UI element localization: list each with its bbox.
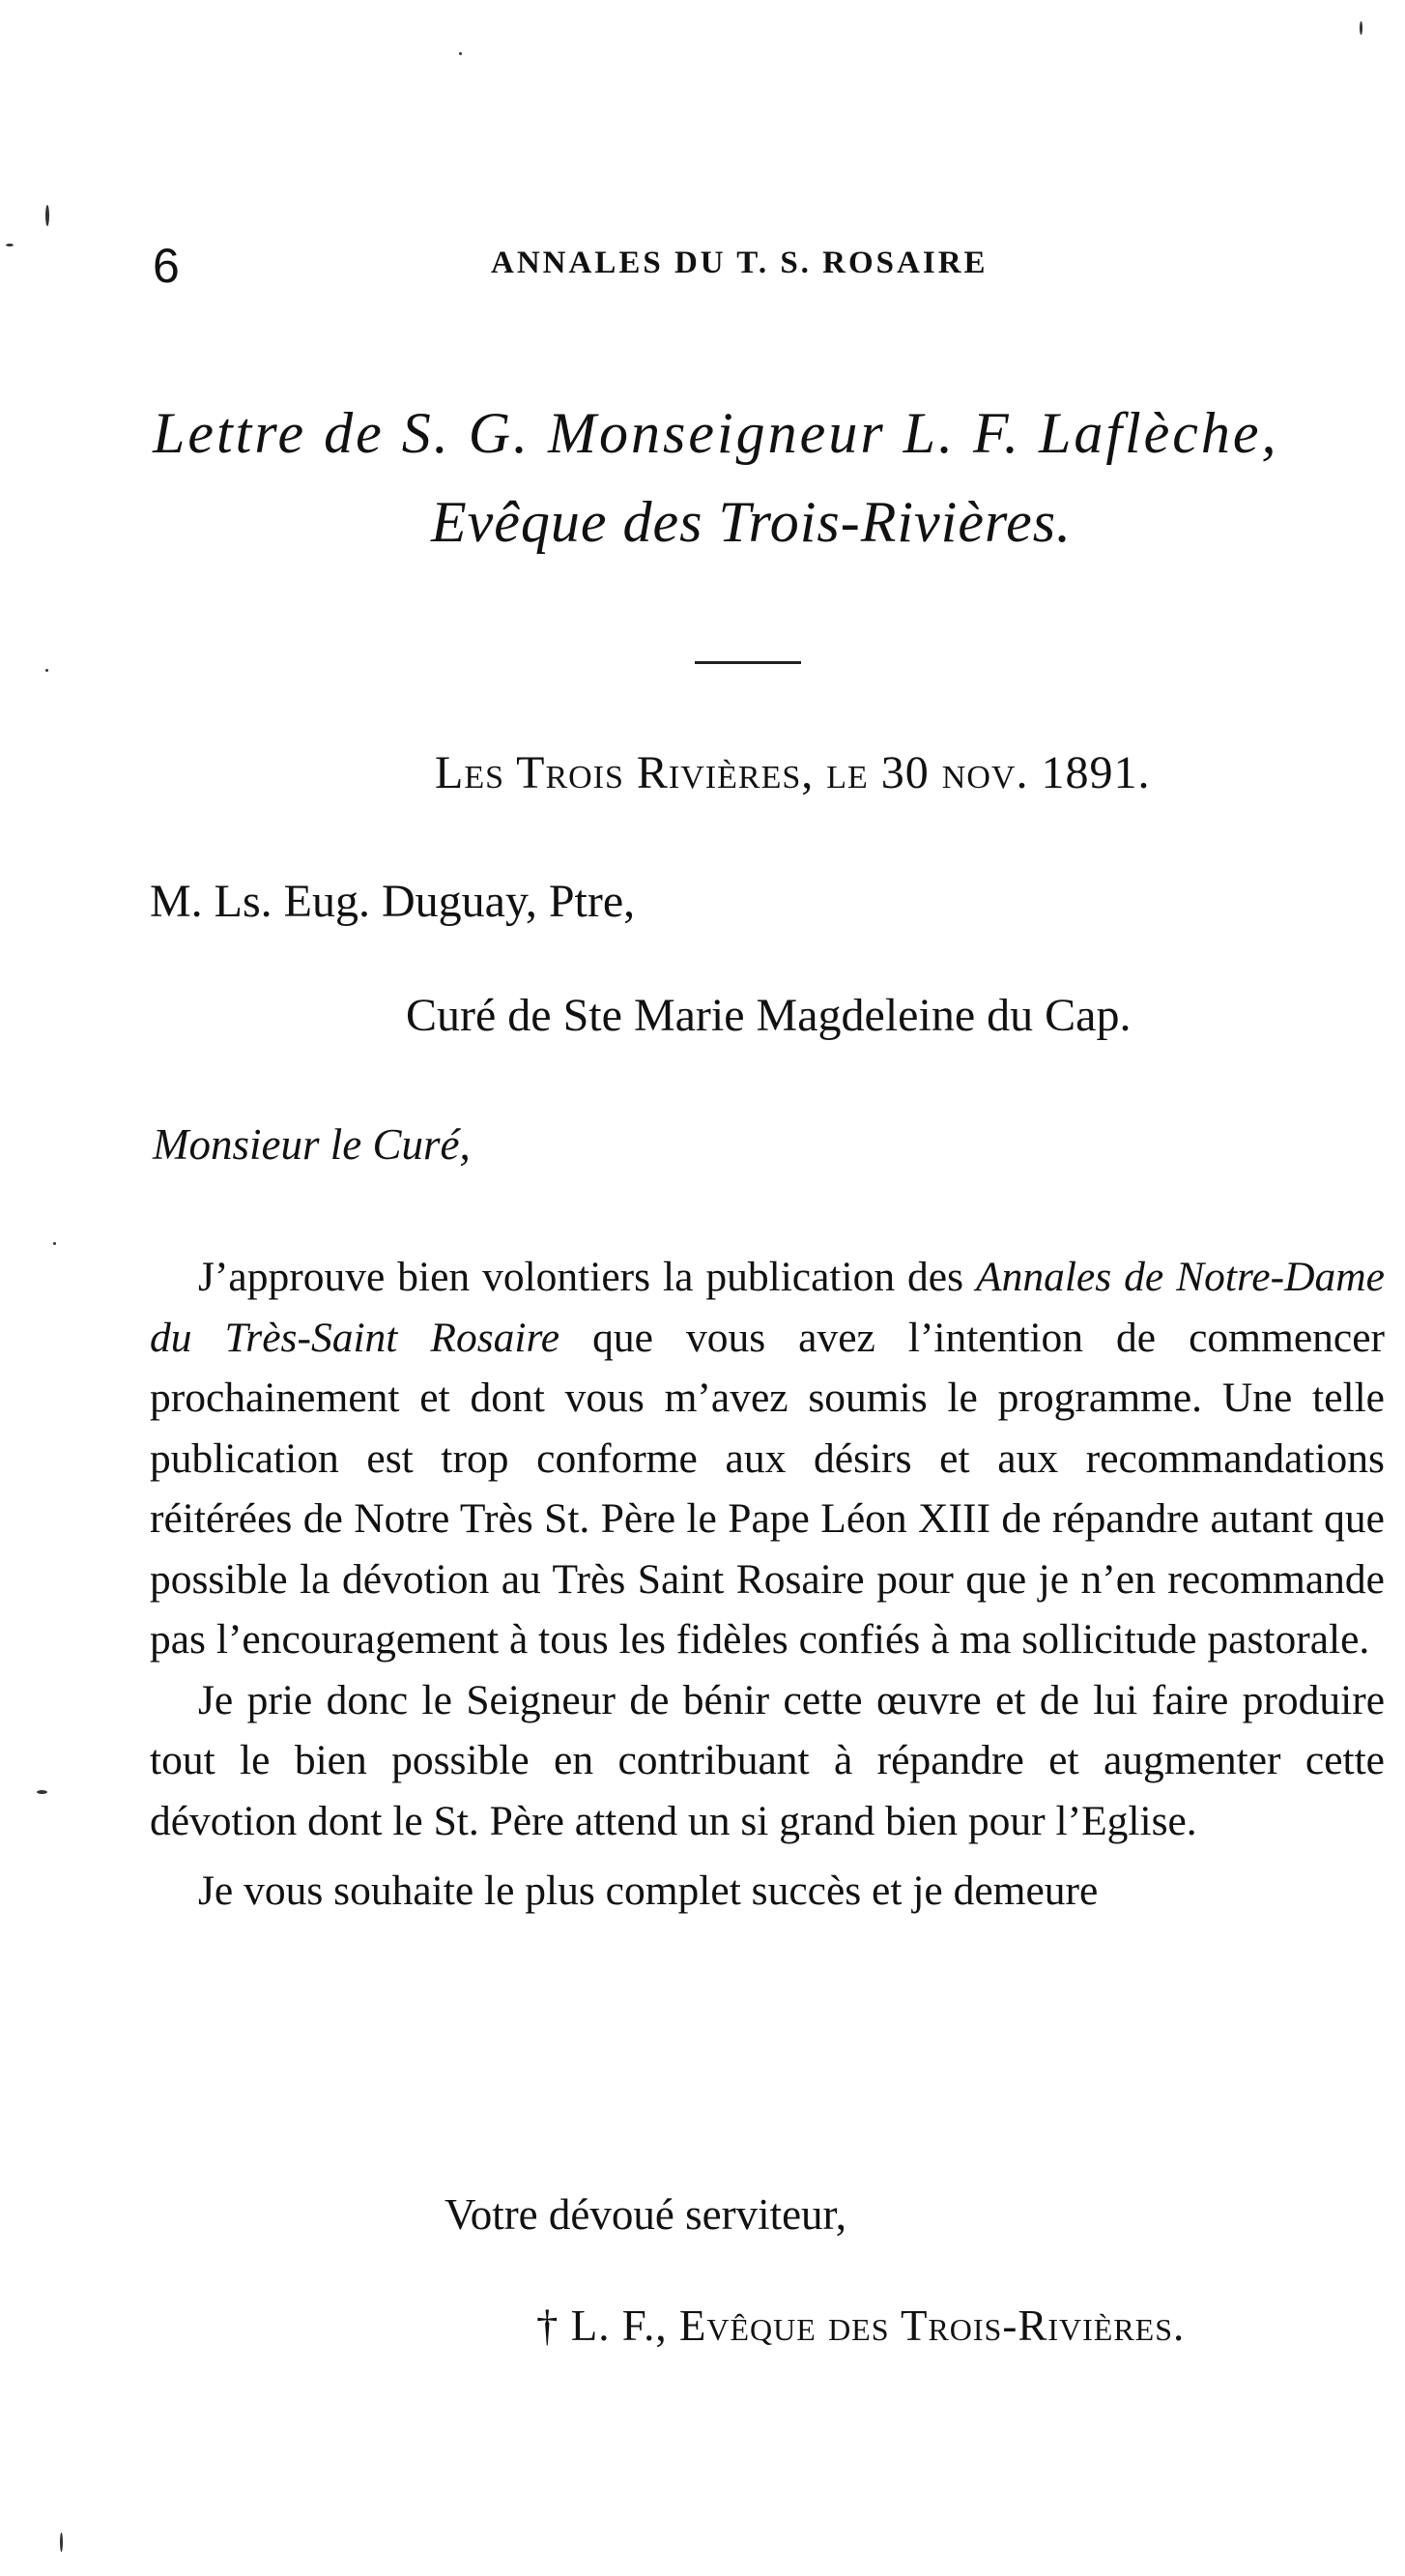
paragraph-1: [150, 1247, 1385, 1670]
scan-speck: [459, 52, 462, 55]
salutation: Monsieur le Curé,: [153, 1120, 471, 1169]
dateline: Les Trois Rivières, le 30 nov. 1891.: [435, 747, 1151, 798]
separator-rule: [695, 661, 801, 664]
closing-formula: Votre dévoué serviteur,: [444, 2190, 846, 2239]
addressee-line-2: Curé de Ste Marie Magdeleine du Cap.: [406, 990, 1132, 1041]
addressee-line-1: M. Ls. Eug. Duguay, Ptre,: [150, 876, 636, 927]
running-head: ANNALES DU T. S. ROSAIRE: [491, 246, 989, 280]
scan-speck: [60, 2533, 63, 2552]
annales-title-italic: Annales de Notre-Dame du Très-Saint Rosaire: [150, 1254, 1385, 1361]
scan-speck: [45, 205, 49, 226]
letter-title-line-2: Evêque des Trois-Rivières.: [431, 490, 1073, 554]
scan-speck: [45, 669, 48, 672]
signature: † L. F., Evêque des Trois-Rivières.: [536, 2301, 1186, 2350]
paragraph-3: Je vous souhaite le plus complet succès et je demeure: [198, 1867, 1099, 1914]
letter-body: [150, 1247, 1385, 1922]
paragraph-1-text-before: J’approuve bien volontiers la publication des: [198, 1254, 977, 1300]
paragraph-1-text-after: que vous avez l’intention de commencer prochainement et dont vous m’avez soumis le programme. Une telle publication est trop conforme aux désirs et aux recommandations réitérées de Notre Très St. Père le Pape Léon XIII de répandre autant que possible la dévotion au Très Saint Rosaire pour que je n’en recommande pas l’encouragement à tous les fidèles confiés à ma sollicitude pastorale.: [150, 1314, 1386, 1663]
scan-speck: [1360, 21, 1362, 35]
scan-speck: [6, 244, 14, 246]
scan-speck: [53, 1242, 56, 1245]
letter-title-line-1: Lettre de S. G. Monseigneur L. F. Laflèche,: [153, 401, 1279, 465]
paragraph-2: Je prie donc le Seigneur de bénir cette œuvre et de lui faire produire tout le bien possible en contribuant à répandre et augmenter cette dévotion dont le St. Père attend un si grand bien pour l’Eglise.: [150, 1676, 1385, 1844]
page-number: 6: [153, 239, 180, 293]
scan-speck: [37, 1790, 47, 1794]
